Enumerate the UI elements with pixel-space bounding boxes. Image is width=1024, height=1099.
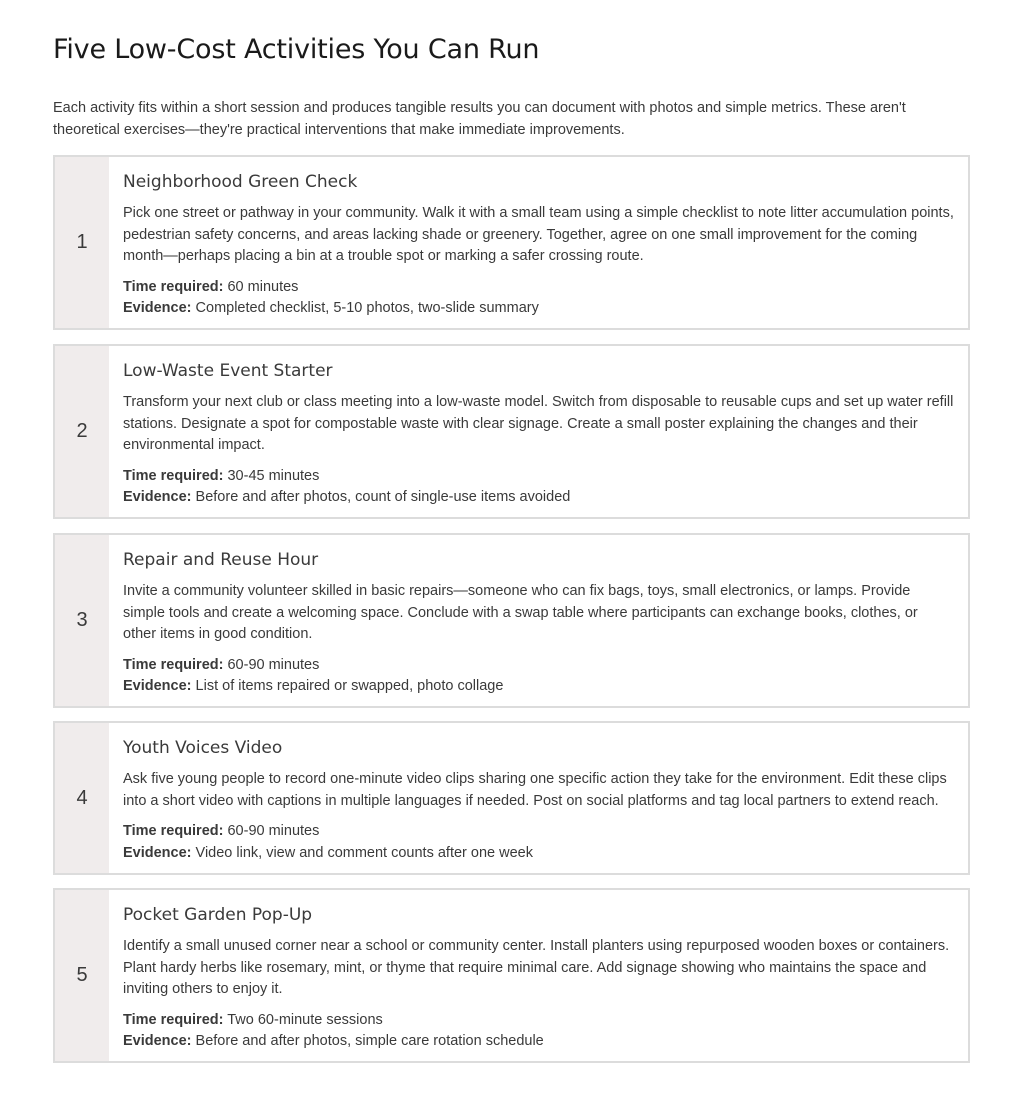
activity-number: 3: [55, 535, 109, 706]
page-title: Five Low-Cost Activities You Can Run: [53, 34, 540, 65]
evidence-value: Before and after photos, count of single-use items avoided: [195, 489, 571, 505]
time-label: Time required:: [123, 823, 224, 839]
evidence-label: Evidence:: [123, 844, 192, 861]
intro-paragraph: Each activity fits within a short session and produces tangible results you can document with photos and simple metrics. These aren't theoretical exercises—they're practical interventions that make immediate improvements.: [53, 100, 906, 138]
activity-description: Identify a small unused corner near a school or community center. Install planters using repurposed wooden boxes or containers. Plant hardy herbs like rosemary, mint, or thyme that require minimal care. Add signage showing who maintains the space and inviting others to enjoy it.: [123, 938, 950, 997]
evidence-value: Before and after photos, simple care rotation schedule: [195, 1033, 544, 1049]
activity-description: Ask five young people to record one-minute video clips sharing one specific action they take for the environment. Edit these clips into a short video with captions in multiple languages if needed. Post on social platforms and tag local partners to extend reach.: [123, 771, 947, 809]
evidence-label: Evidence:: [123, 489, 192, 505]
activity-card: [53, 344, 970, 519]
activity-card: [53, 888, 970, 1063]
evidence: [123, 843, 954, 865]
activity-title: Repair and Reuse Hour: [123, 550, 319, 570]
activity-title: Pocket Garden Pop-Up: [123, 905, 313, 925]
activity-number: 1: [55, 157, 109, 328]
time-value: 60-90 minutes: [227, 823, 320, 839]
time-label: Time required:: [123, 467, 224, 484]
evidence: [123, 1031, 954, 1053]
activity-card: [53, 721, 970, 875]
time-value: Two 60-minute sessions: [227, 1011, 383, 1028]
evidence-value: List of items repaired or swapped, photo collage: [195, 678, 504, 694]
time-label: Time required:: [123, 656, 224, 673]
time-label: Time required:: [123, 1011, 224, 1028]
time-value: 60-90 minutes: [227, 656, 320, 673]
evidence-label: Evidence:: [123, 1033, 192, 1049]
activity-title: Youth Voices Video: [123, 738, 283, 758]
evidence-value: Video link, view and comment counts after one week: [195, 844, 533, 861]
activity-number: 5: [55, 890, 109, 1061]
activity-card: [53, 533, 970, 708]
evidence-value: Completed checklist, 5-10 photos, two-slide summary: [195, 300, 539, 316]
activity-description: Transform your next club or class meeting into a low-waste model. Switch from disposable to reusable cups and set up water refill stations. Designate a spot for compostable waste with clear signage. Create a small poster explaining the changes and their environmental impact.: [123, 394, 954, 453]
activity-description: Invite a community volunteer skilled in basic repairs—someone who can fix bags, toys, small electronics, or lamps. Provide simple tools and create a welcoming space. Conclude with a swap table where participants can exchange books, clothes, or other items in good condition.: [123, 583, 918, 642]
time-required: [123, 277, 954, 299]
evidence-label: Evidence:: [123, 300, 192, 316]
time-required: [123, 1010, 954, 1032]
time-required: [123, 821, 954, 843]
time-label: Time required:: [123, 278, 224, 295]
evidence: [123, 676, 954, 698]
time-value: 30-45 minutes: [227, 467, 320, 484]
activity-card: [53, 155, 970, 330]
evidence-label: Evidence:: [123, 678, 192, 694]
evidence: [123, 298, 954, 320]
time-required: [123, 655, 954, 677]
activity-description: Pick one street or pathway in your community. Walk it with a small team using a simple checklist to note litter accumulation points, pedestrian safety concerns, and areas lacking shade or greenery. Together, agree on one small improvement for the coming month—perhaps placing a bin at a trouble spot or marking a safer crossing route.: [123, 205, 954, 264]
activity-title: Neighborhood Green Check: [123, 172, 358, 192]
time-value: 60 minutes: [227, 278, 299, 295]
activity-number: 4: [55, 723, 109, 873]
evidence: [123, 487, 954, 509]
activity-title: Low-Waste Event Starter: [123, 361, 333, 381]
activity-number: 2: [55, 346, 109, 517]
time-required: [123, 466, 954, 488]
